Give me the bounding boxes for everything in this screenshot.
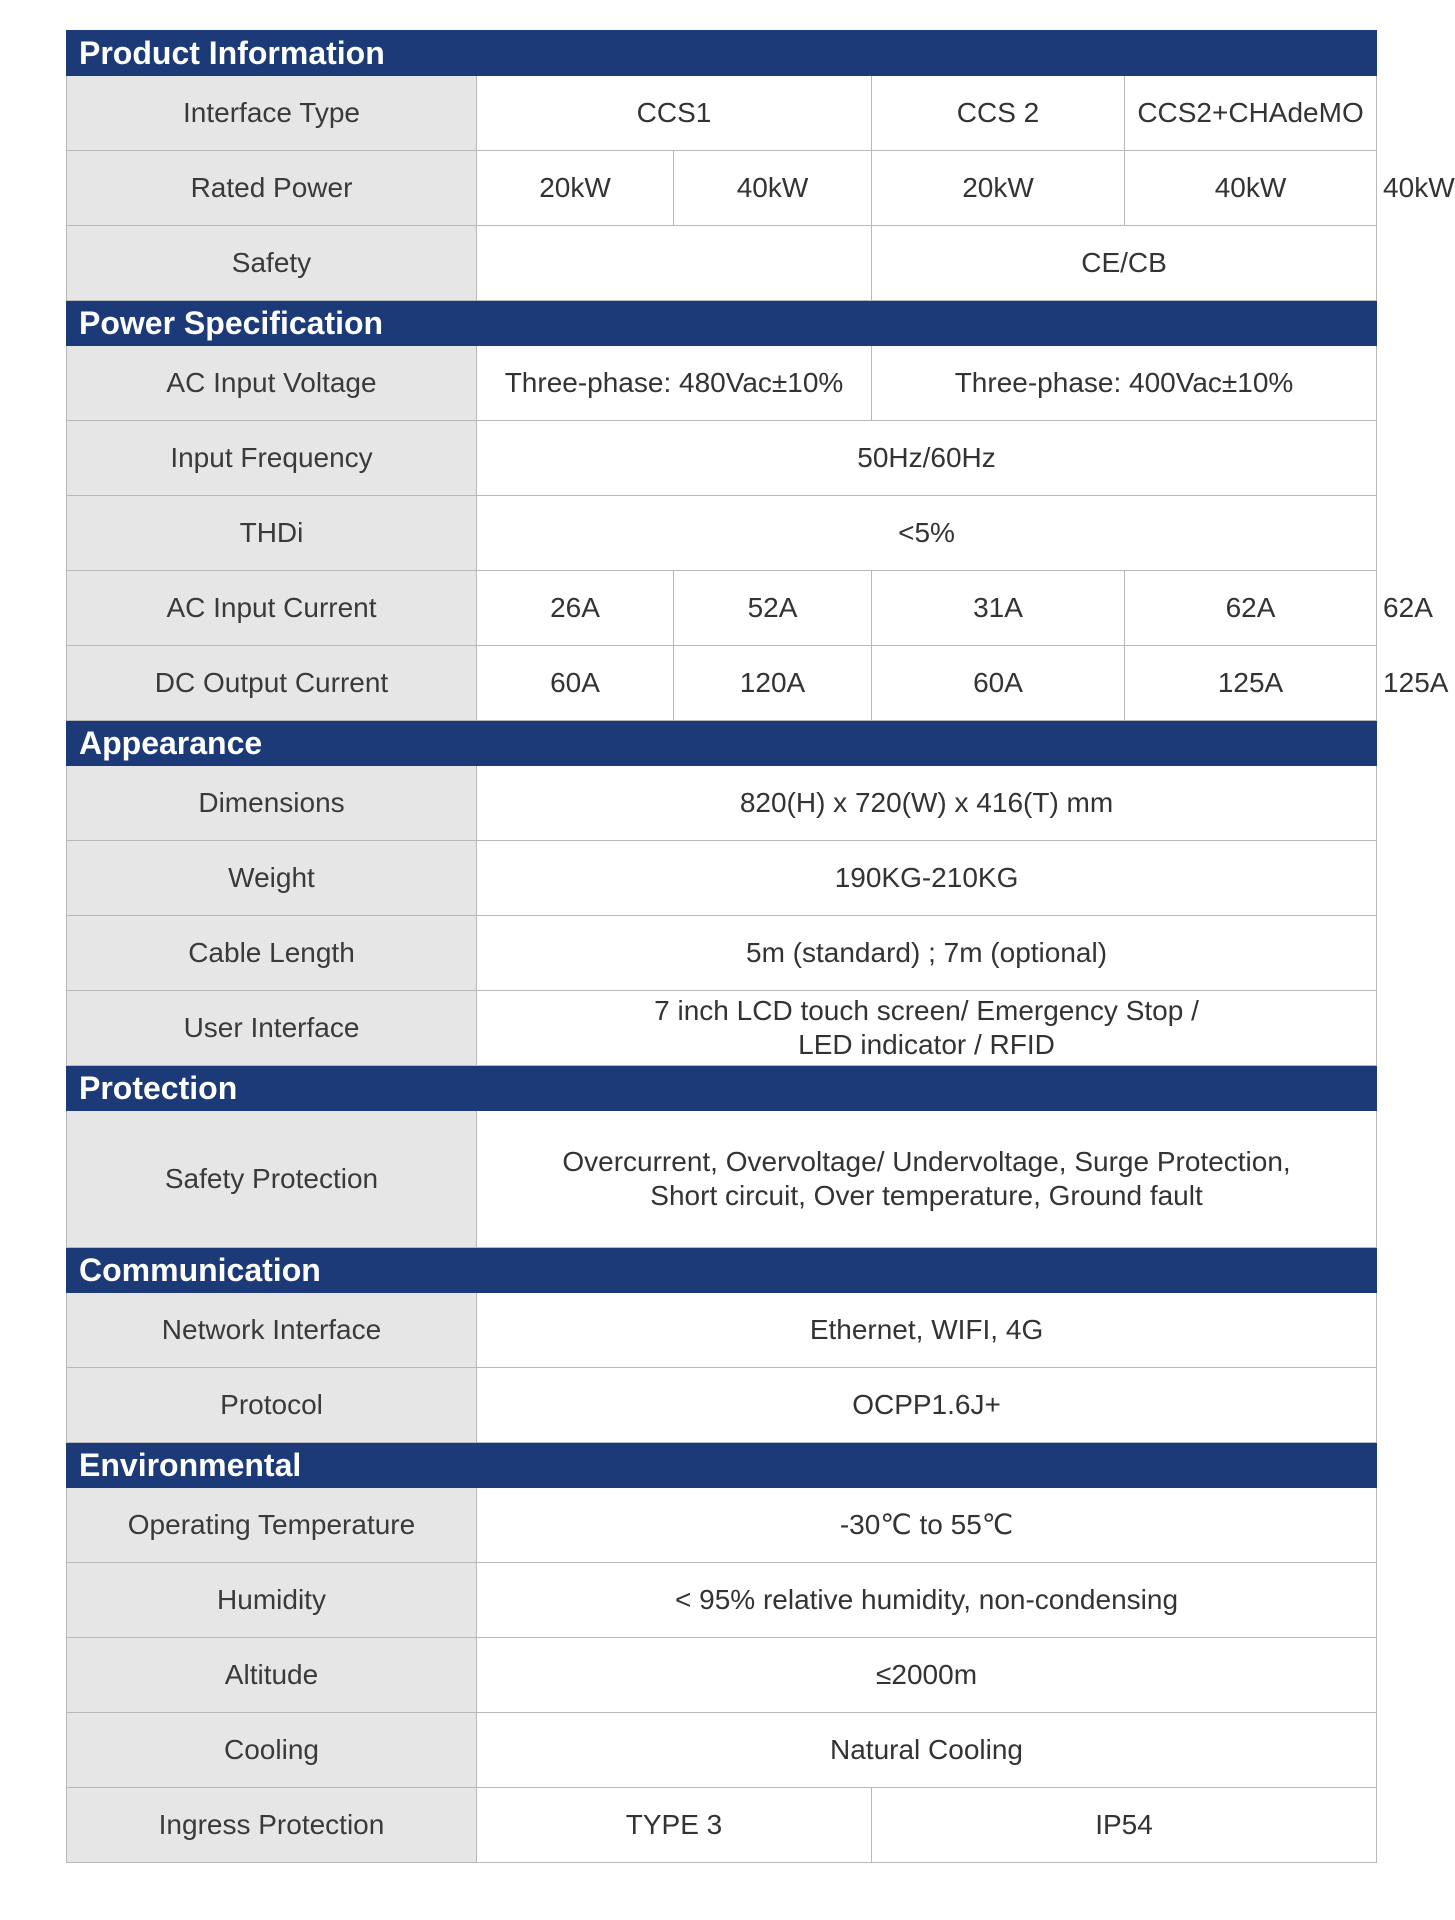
row-thdi bbox=[67, 496, 1377, 571]
section-power-specification bbox=[67, 301, 1377, 346]
cell-value: OCPP1.6J+ bbox=[477, 1368, 1377, 1443]
row-ac-input-current: AC Input Current 26A 52A 31A 62A 62A bbox=[67, 571, 1377, 646]
row-altitude bbox=[67, 1638, 1377, 1713]
row-label: Network Interface bbox=[67, 1293, 477, 1368]
cell-value: 62A bbox=[1125, 571, 1377, 646]
cell-ccs2-chademo: CCS2+CHAdeMO bbox=[1125, 76, 1377, 151]
row-safety bbox=[67, 226, 1377, 301]
cell-value: 40kW bbox=[674, 151, 872, 226]
section-product-information bbox=[67, 31, 1377, 76]
row-label: Humidity bbox=[67, 1563, 477, 1638]
row-weight bbox=[67, 841, 1377, 916]
row-label: Safety bbox=[67, 226, 477, 301]
row-label: Safety Protection bbox=[67, 1111, 477, 1248]
cell-value: Ethernet, WIFI, 4G bbox=[477, 1293, 1377, 1368]
row-label: THDi bbox=[67, 496, 477, 571]
row-dc-output-current: DC Output Current 60A 120A 60A 125A 125A bbox=[67, 646, 1377, 721]
row-label: Rated Power bbox=[67, 151, 477, 226]
cell-value: ≤2000m bbox=[477, 1638, 1377, 1713]
row-operating-temperature bbox=[67, 1488, 1377, 1563]
section-title: Protection bbox=[67, 1066, 1377, 1111]
row-label: Cable Length bbox=[67, 916, 477, 991]
row-interface-type bbox=[67, 76, 1377, 151]
cell-ccs1: TYPE 3 bbox=[477, 1788, 872, 1863]
row-dimensions bbox=[67, 766, 1377, 841]
cell-value: 60A bbox=[872, 646, 1125, 721]
cell-value: 50Hz/60Hz bbox=[477, 421, 1377, 496]
section-title: Communication bbox=[67, 1248, 1377, 1293]
cell-ccs2: IP54 bbox=[872, 1788, 1377, 1863]
section-protection bbox=[67, 1066, 1377, 1111]
cell-ccs2: CCS 2 bbox=[872, 76, 1125, 151]
cell-ccs1: CCS1 bbox=[477, 76, 872, 151]
cell-value bbox=[477, 991, 1377, 1066]
row-ac-input-voltage bbox=[67, 346, 1377, 421]
cell-line: LED indicator / RFID bbox=[798, 1029, 1055, 1060]
section-title: Environmental bbox=[67, 1443, 1377, 1488]
row-rated-power: Rated Power 20kW 40kW 20kW 40kW 40kW bbox=[67, 151, 1377, 226]
row-label: Dimensions bbox=[67, 766, 477, 841]
cell-line: Short circuit, Over temperature, Ground fault bbox=[650, 1180, 1203, 1211]
row-label: Cooling bbox=[67, 1713, 477, 1788]
cell-value bbox=[477, 1111, 1377, 1248]
cell-value: 5m (standard) ; 7m (optional) bbox=[477, 916, 1377, 991]
cell-value: 820(H) x 720(W) x 416(T) mm bbox=[477, 766, 1377, 841]
cell-value: 40kW bbox=[1125, 151, 1377, 226]
row-protocol bbox=[67, 1368, 1377, 1443]
cell-value: 190KG-210KG bbox=[477, 841, 1377, 916]
cell-line: Overcurrent, Overvoltage/ Undervoltage, Surge Protection, bbox=[562, 1146, 1291, 1177]
row-network-interface bbox=[67, 1293, 1377, 1368]
row-safety-protection bbox=[67, 1111, 1377, 1248]
section-communication bbox=[67, 1248, 1377, 1293]
cell-ccs2: Three-phase: 400Vac±10% bbox=[872, 346, 1377, 421]
row-label: Weight bbox=[67, 841, 477, 916]
section-title: Appearance bbox=[67, 721, 1377, 766]
cell-value: 20kW bbox=[872, 151, 1125, 226]
cell-value: 60A bbox=[477, 646, 674, 721]
cell-ccs2: CE/CB bbox=[872, 226, 1377, 301]
cell-ccs1: Three-phase: 480Vac±10% bbox=[477, 346, 872, 421]
cell-value: 26A bbox=[477, 571, 674, 646]
cell-line: 7 inch LCD touch screen/ Emergency Stop / bbox=[654, 995, 1199, 1026]
row-label: AC Input Current bbox=[67, 571, 477, 646]
row-label: Protocol bbox=[67, 1368, 477, 1443]
row-input-frequency bbox=[67, 421, 1377, 496]
cell-value: <5% bbox=[477, 496, 1377, 571]
row-humidity bbox=[67, 1563, 1377, 1638]
row-label: Operating Temperature bbox=[67, 1488, 477, 1563]
cell-value: 125A bbox=[1125, 646, 1377, 721]
row-label: Altitude bbox=[67, 1638, 477, 1713]
row-label: Input Frequency bbox=[67, 421, 477, 496]
row-label: DC Output Current bbox=[67, 646, 477, 721]
cell-value: -30℃ to 55℃ bbox=[477, 1488, 1377, 1563]
cell-value: < 95% relative humidity, non-condensing bbox=[477, 1563, 1377, 1638]
cell-value: 31A bbox=[872, 571, 1125, 646]
cell-value: 20kW bbox=[477, 151, 674, 226]
row-cable-length bbox=[67, 916, 1377, 991]
section-appearance bbox=[67, 721, 1377, 766]
row-label: User Interface bbox=[67, 991, 477, 1066]
row-cooling bbox=[67, 1713, 1377, 1788]
row-user-interface bbox=[67, 991, 1377, 1066]
row-label: AC Input Voltage bbox=[67, 346, 477, 421]
cell-value: 120A bbox=[674, 646, 872, 721]
section-environmental bbox=[67, 1443, 1377, 1488]
section-title: Product Information bbox=[67, 31, 1377, 76]
cell-value: 52A bbox=[674, 571, 872, 646]
row-label: Interface Type bbox=[67, 76, 477, 151]
spec-table bbox=[66, 30, 1455, 1863]
cell-value: Natural Cooling bbox=[477, 1713, 1377, 1788]
row-ingress-protection bbox=[67, 1788, 1377, 1863]
cell-ccs1 bbox=[477, 226, 872, 301]
row-label: Ingress Protection bbox=[67, 1788, 477, 1863]
section-title: Power Specification bbox=[67, 301, 1377, 346]
